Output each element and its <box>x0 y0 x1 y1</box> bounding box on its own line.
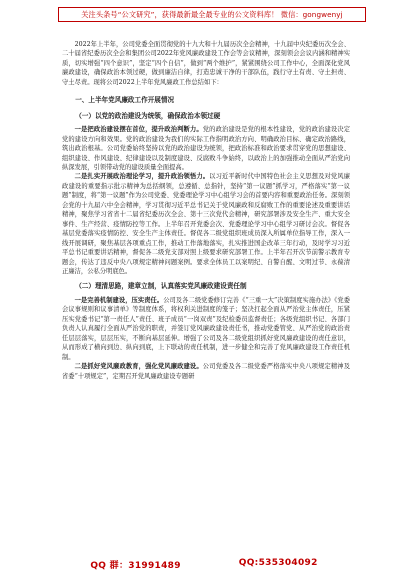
footer-contact <box>0 558 408 572</box>
lead-sentence: 一是把政治建设摆在首位，提升政治判断力。 <box>74 126 203 134</box>
footer-qq-group: QQ 群：31991489 <box>90 561 181 571</box>
section-heading: 一、上半年党风廉政工作开展情况 <box>75 96 175 105</box>
paragraph-text: 以习近平新时代中国特色社会主义思想及对党风廉政建设的重要指示批示精神为总括纲领，总遵循、总指针，坚持“第一议题”抓学习，严格落实“第一议题”制度，将“第一议题”作为公司党委、党委理论学习中心组学习会的首要内容和重要政治任务。深刻领会党的十九届六中全会精神，学习贯彻习近平总书记关于党风廉政和反腐败工作的重要论述及重要讲话精神，聚焦学习省省十二届省纪委历次全会、第十三次党代会精神，研究部署涉及安全生产、重大安全事件、生产经营、疫情防控等工作。上半年召开党委会次、党委理论学习中心组学习研讨会次。督促各基层党委落实疫情防控、安全生产主体责任。督促各二级党组织班成员深入所属单位指导工作，深入一线开展调研，聚焦基层各项重点工作，推动工作落地落实，扎实推进国企改革三年行动，及时学习习近平总书记重要讲话精神，督促各二级党支部对照上级要求研究部署工作。上半年召开次节前警示教育专题会，传达了违反中央八项规定精神问题案例。要求全体员工以案明纪、自警自醒、文明过节、永葆清正廉洁，公私分明底色。 <box>62 173 351 275</box>
promo-banner: 关注头条号“公文研究”，获得最新最全最专业的公文资料库！ 微信：gongwenyj <box>58 7 366 22</box>
paragraph-text: 公司及各二级党委修订完善《“三重一大”决策制度实施办法》《党委会议事规则和议事清单》等制度体系，将权利关进制度的笼子；坚决扛起全面从严治党主体责任，压紧压实党委书记“第一责任人”责任、班子成员“一岗双责”及纪检委员监督责任；各级党组织书记、各部门负责人认真履行全面从严治党的职责，并签订党风廉政建设责任书，推动党委管党、从严治党的政治责任层层落实，层层压实，不断向基层延伸。增强了公司及各二级党组织抓好党风廉政建设的责任意识，从而形成了横向到边、纵向到底，上下联动的责任机制，进一步健全和完善了党风廉政建设工作责任机制。 <box>62 296 351 361</box>
intro-paragraph: 2022年上半年，公司党委全面贯彻党的十九大和十九届历次全会精神，十九届中央纪委历次全会、二十届省纪委历次全会和集团公司2022年党风廉政建设工作会等会议精神，深刻领会会议内涵和精神实质，切实增强“四个意识”，坚定“四个自信”，做到“两个维护”，紧紧围绕公司工作中心，全面深化党风廉政建设，确保政治本领过硬，做到廉洁自律，打造忠诚干净的干部队伍，践行守土有责、守土担责、守土尽责。现将公司2022上半年党风廉政工作总结如下： <box>62 41 350 86</box>
paragraph-theory-study <box>62 172 350 276</box>
paragraph-political-construction <box>62 125 350 172</box>
document-body <box>62 40 350 381</box>
lead-sentence: 二是抓好党风廉政教育，强化党风廉政建设。 <box>74 363 203 371</box>
paragraph-text: 公司党委及各二级党委严格落实中央八项规定精神及省委“十项规定”，定期召开党风廉政建设专题研 <box>62 363 351 380</box>
lead-sentence: 二是扎实开展政治理论学习，提升政治领悟力。 <box>74 173 210 181</box>
paragraph-mechanism <box>62 296 350 362</box>
lead-sentence: 一是完善机制建设，压实责任。 <box>74 296 164 304</box>
subsection-heading-2: （二）理清思路，建章立制，认真落实党风廉政建设责任制 <box>75 282 247 291</box>
paragraph-education <box>62 362 350 381</box>
subsection-heading-1: （一）以党的政治建设为统领，确保政治本领过硬 <box>75 111 221 120</box>
footer-qq: QQ:535304092 <box>238 558 318 568</box>
paragraph-text: 党的政治建设是党的根本性建设，党的政治建设决定党的建设方向和效果。党的政治建设为我们的实际工作指明政治方向、明确政治目标、确定政治路线，筑出政治根基。公司党委始终坚持以党的政治建设为统领，把政治标准和政治要求贯穿党的思想建设、组织建设、作风建设、纪律建设以及制度建设、反腐败斗争始终，以政治上的加强推动全面从严治党向纵深发展，引领带动党的建设质量全面提高。 <box>62 126 351 171</box>
